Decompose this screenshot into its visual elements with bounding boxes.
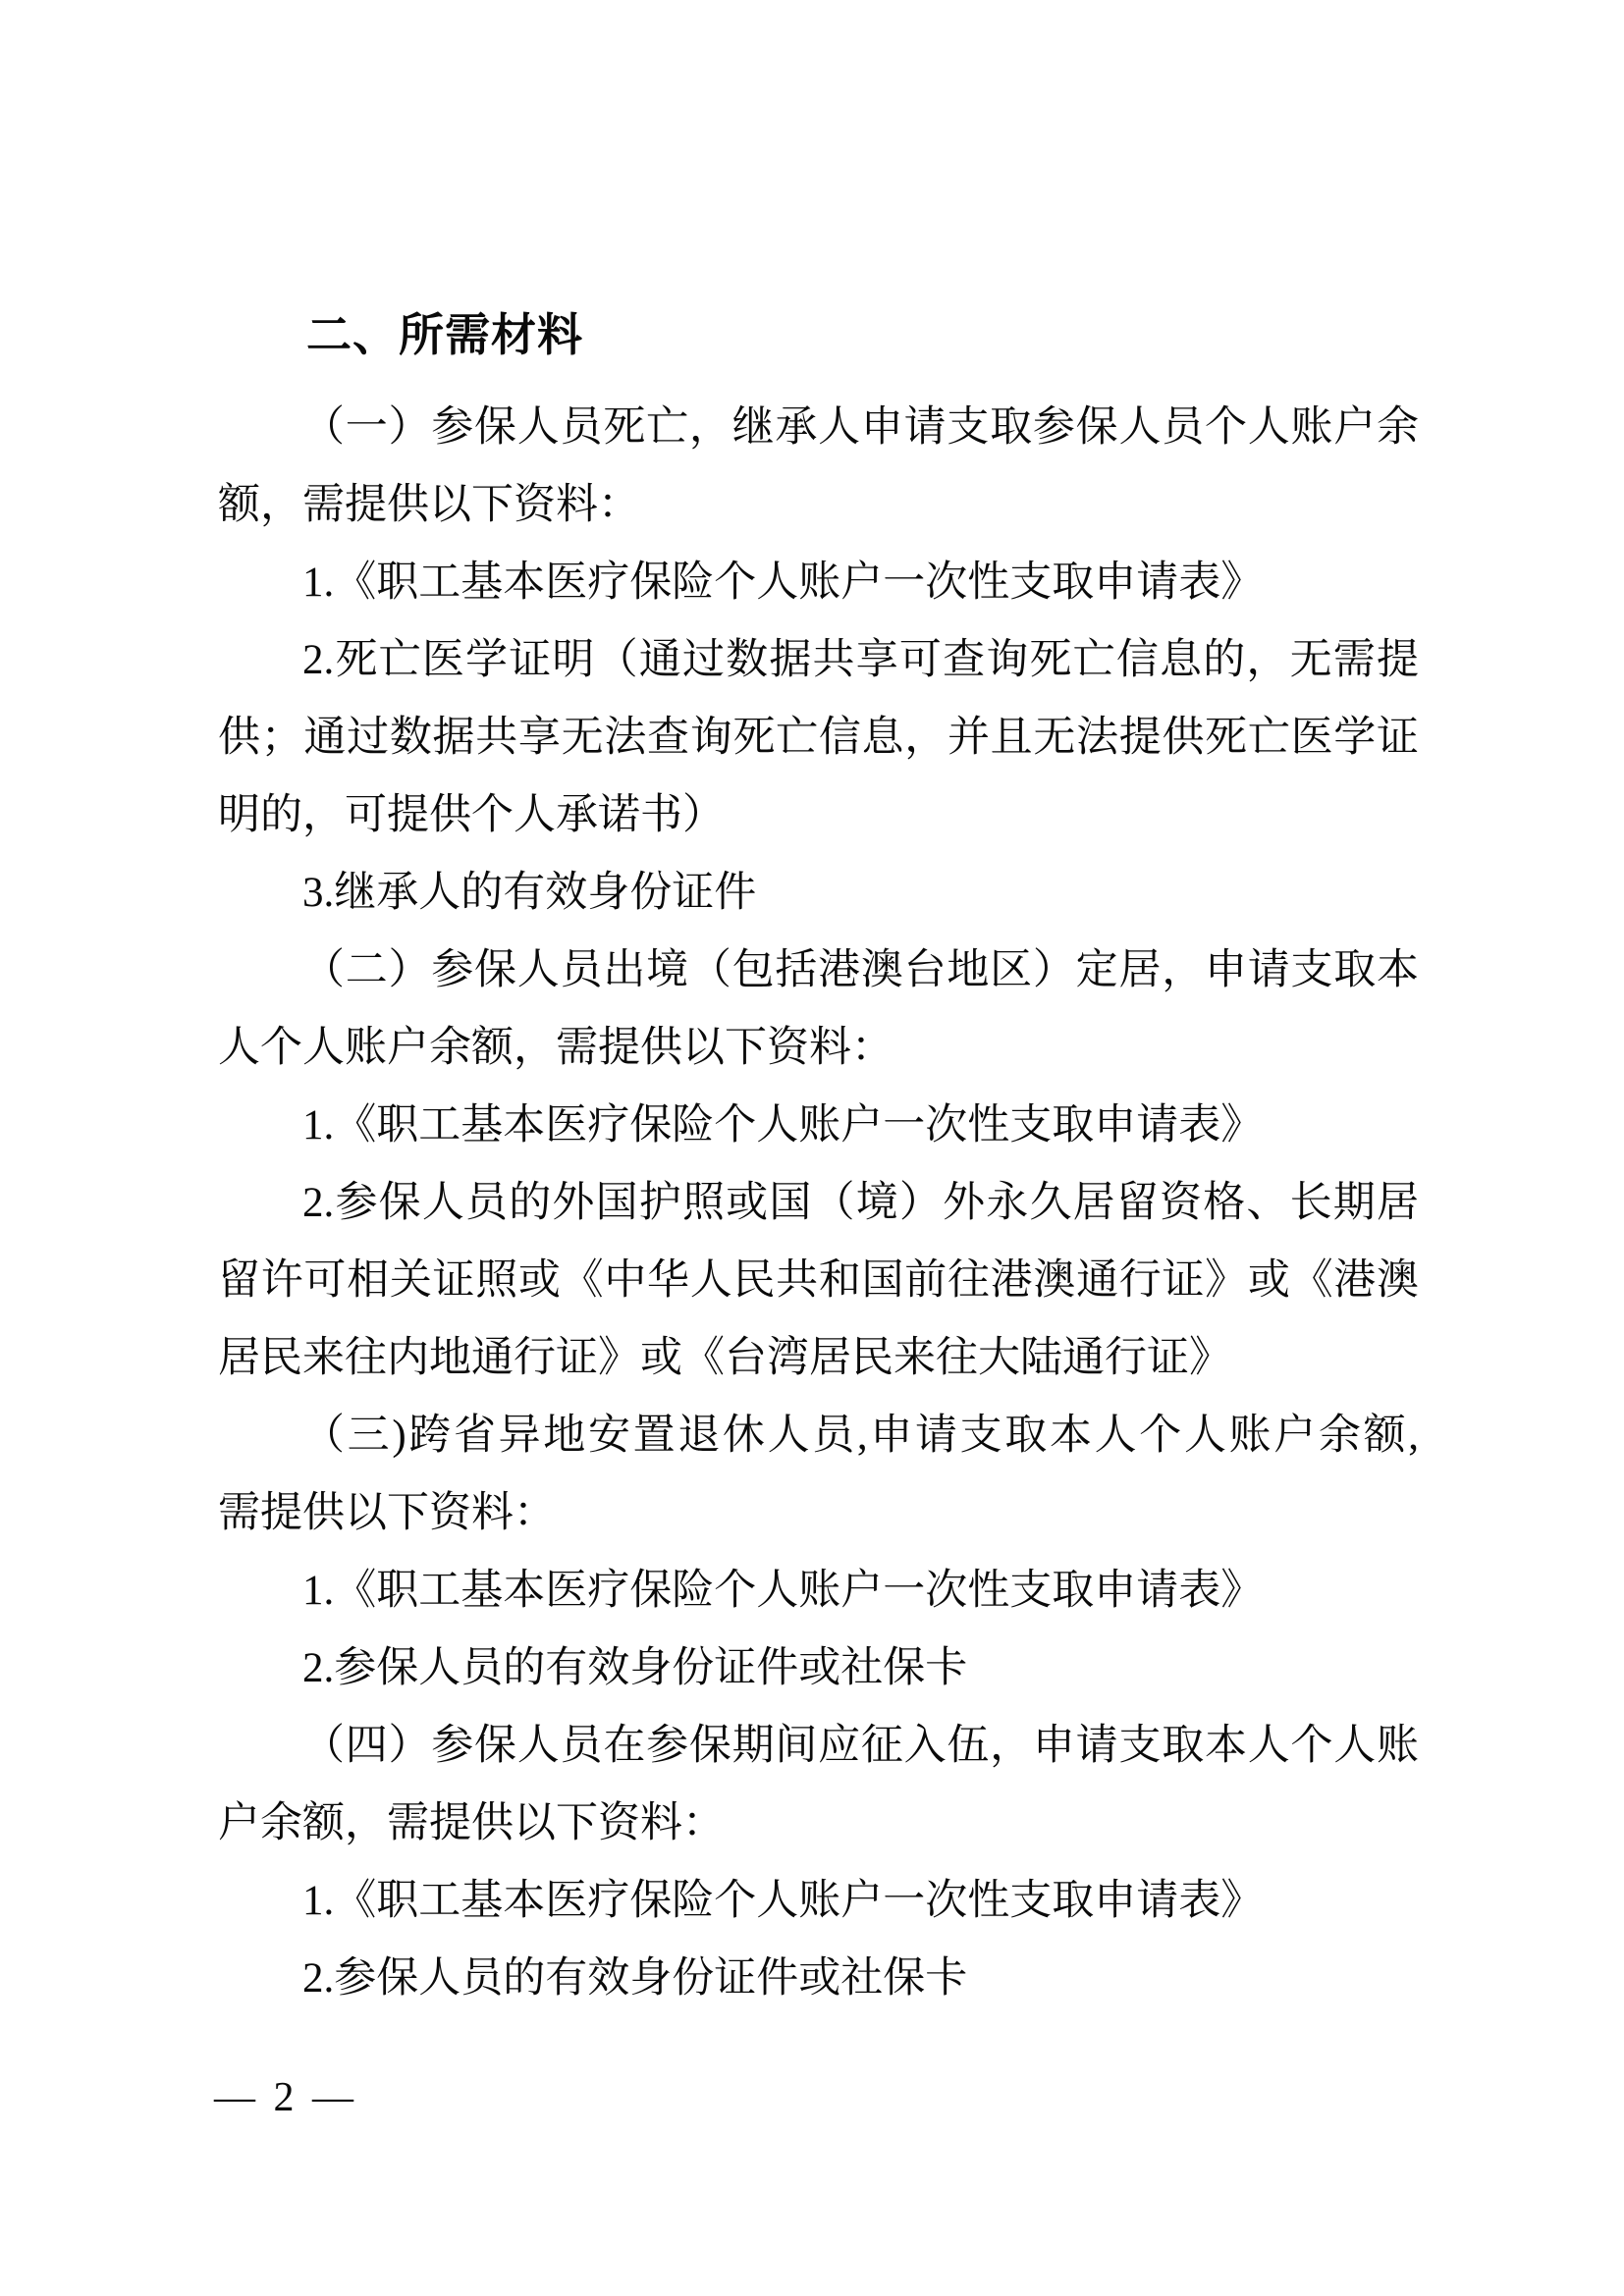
doc-line-item2-material2-end: 居民来往内地通行证》或《台湾居民来往大陆通行证》 (218, 1335, 1231, 1381)
doc-line-item1-material2-end: 明的，可提供个人承诺书） (218, 792, 725, 838)
doc-line-item2-material2: 2.参保人员的外国护照或国（境）外永久居留资格、长期居 (302, 1180, 1419, 1226)
doc-line-item1-intro-cont: 额，需提供以下资料： (218, 482, 640, 528)
doc-line-item1-intro: （一）参保人员死亡，继承人申请支取参保人员个人账户余 (302, 404, 1419, 451)
doc-line-item2-material2-cont: 留许可相关证照或《中华人民共和国前往港澳通行证》或《港澳 (218, 1257, 1419, 1304)
doc-line-item3-intro-cont: 需提供以下资料： (218, 1490, 556, 1536)
doc-line-item4-material2: 2.参保人员的有效身份证件或社保卡 (302, 1955, 968, 2002)
doc-line-item4-material1: 1.《职工基本医疗保险个人账户一次性支取申请表》 (302, 1878, 1264, 1924)
doc-line-item3-intro: （三)跨省异地安置退休人员,申请支取本人个人账户余额, (302, 1413, 1419, 1459)
doc-line-item4-intro: （四）参保人员在参保期间应征入伍，申请支取本人个人账 (302, 1723, 1419, 1769)
doc-line-item1-material2: 2.死亡医学证明（通过数据共享可查询死亡信息的，无需提 (302, 637, 1419, 683)
doc-line-item2-intro: （二）参保人员出境（包括港澳台地区）定居，申请支取本 (302, 947, 1419, 993)
doc-line-item1-material2-cont: 供；通过数据共享无法查询死亡信息，并且无法提供死亡医学证 (218, 715, 1419, 761)
doc-line-item3-material1: 1.《职工基本医疗保险个人账户一次性支取申请表》 (302, 1568, 1264, 1614)
doc-line-item3-material2: 2.参保人员的有效身份证件或社保卡 (302, 1645, 968, 1691)
doc-line-item2-intro-cont: 人个人账户余额，需提供以下资料： (218, 1025, 893, 1071)
page-number: — 2 — (214, 2075, 357, 2120)
doc-line-item1-material3: 3.继承人的有效身份证件 (302, 870, 757, 916)
section-heading: 二、所需材料 (306, 308, 583, 361)
doc-line-item2-material1: 1.《职工基本医疗保险个人账户一次性支取申请表》 (302, 1102, 1264, 1148)
document-body (218, 296, 1419, 2017)
doc-line-item1-material1: 1.《职工基本医疗保险个人账户一次性支取申请表》 (302, 560, 1264, 606)
doc-line-item4-intro-cont: 户余额，需提供以下资料： (218, 1800, 725, 1846)
